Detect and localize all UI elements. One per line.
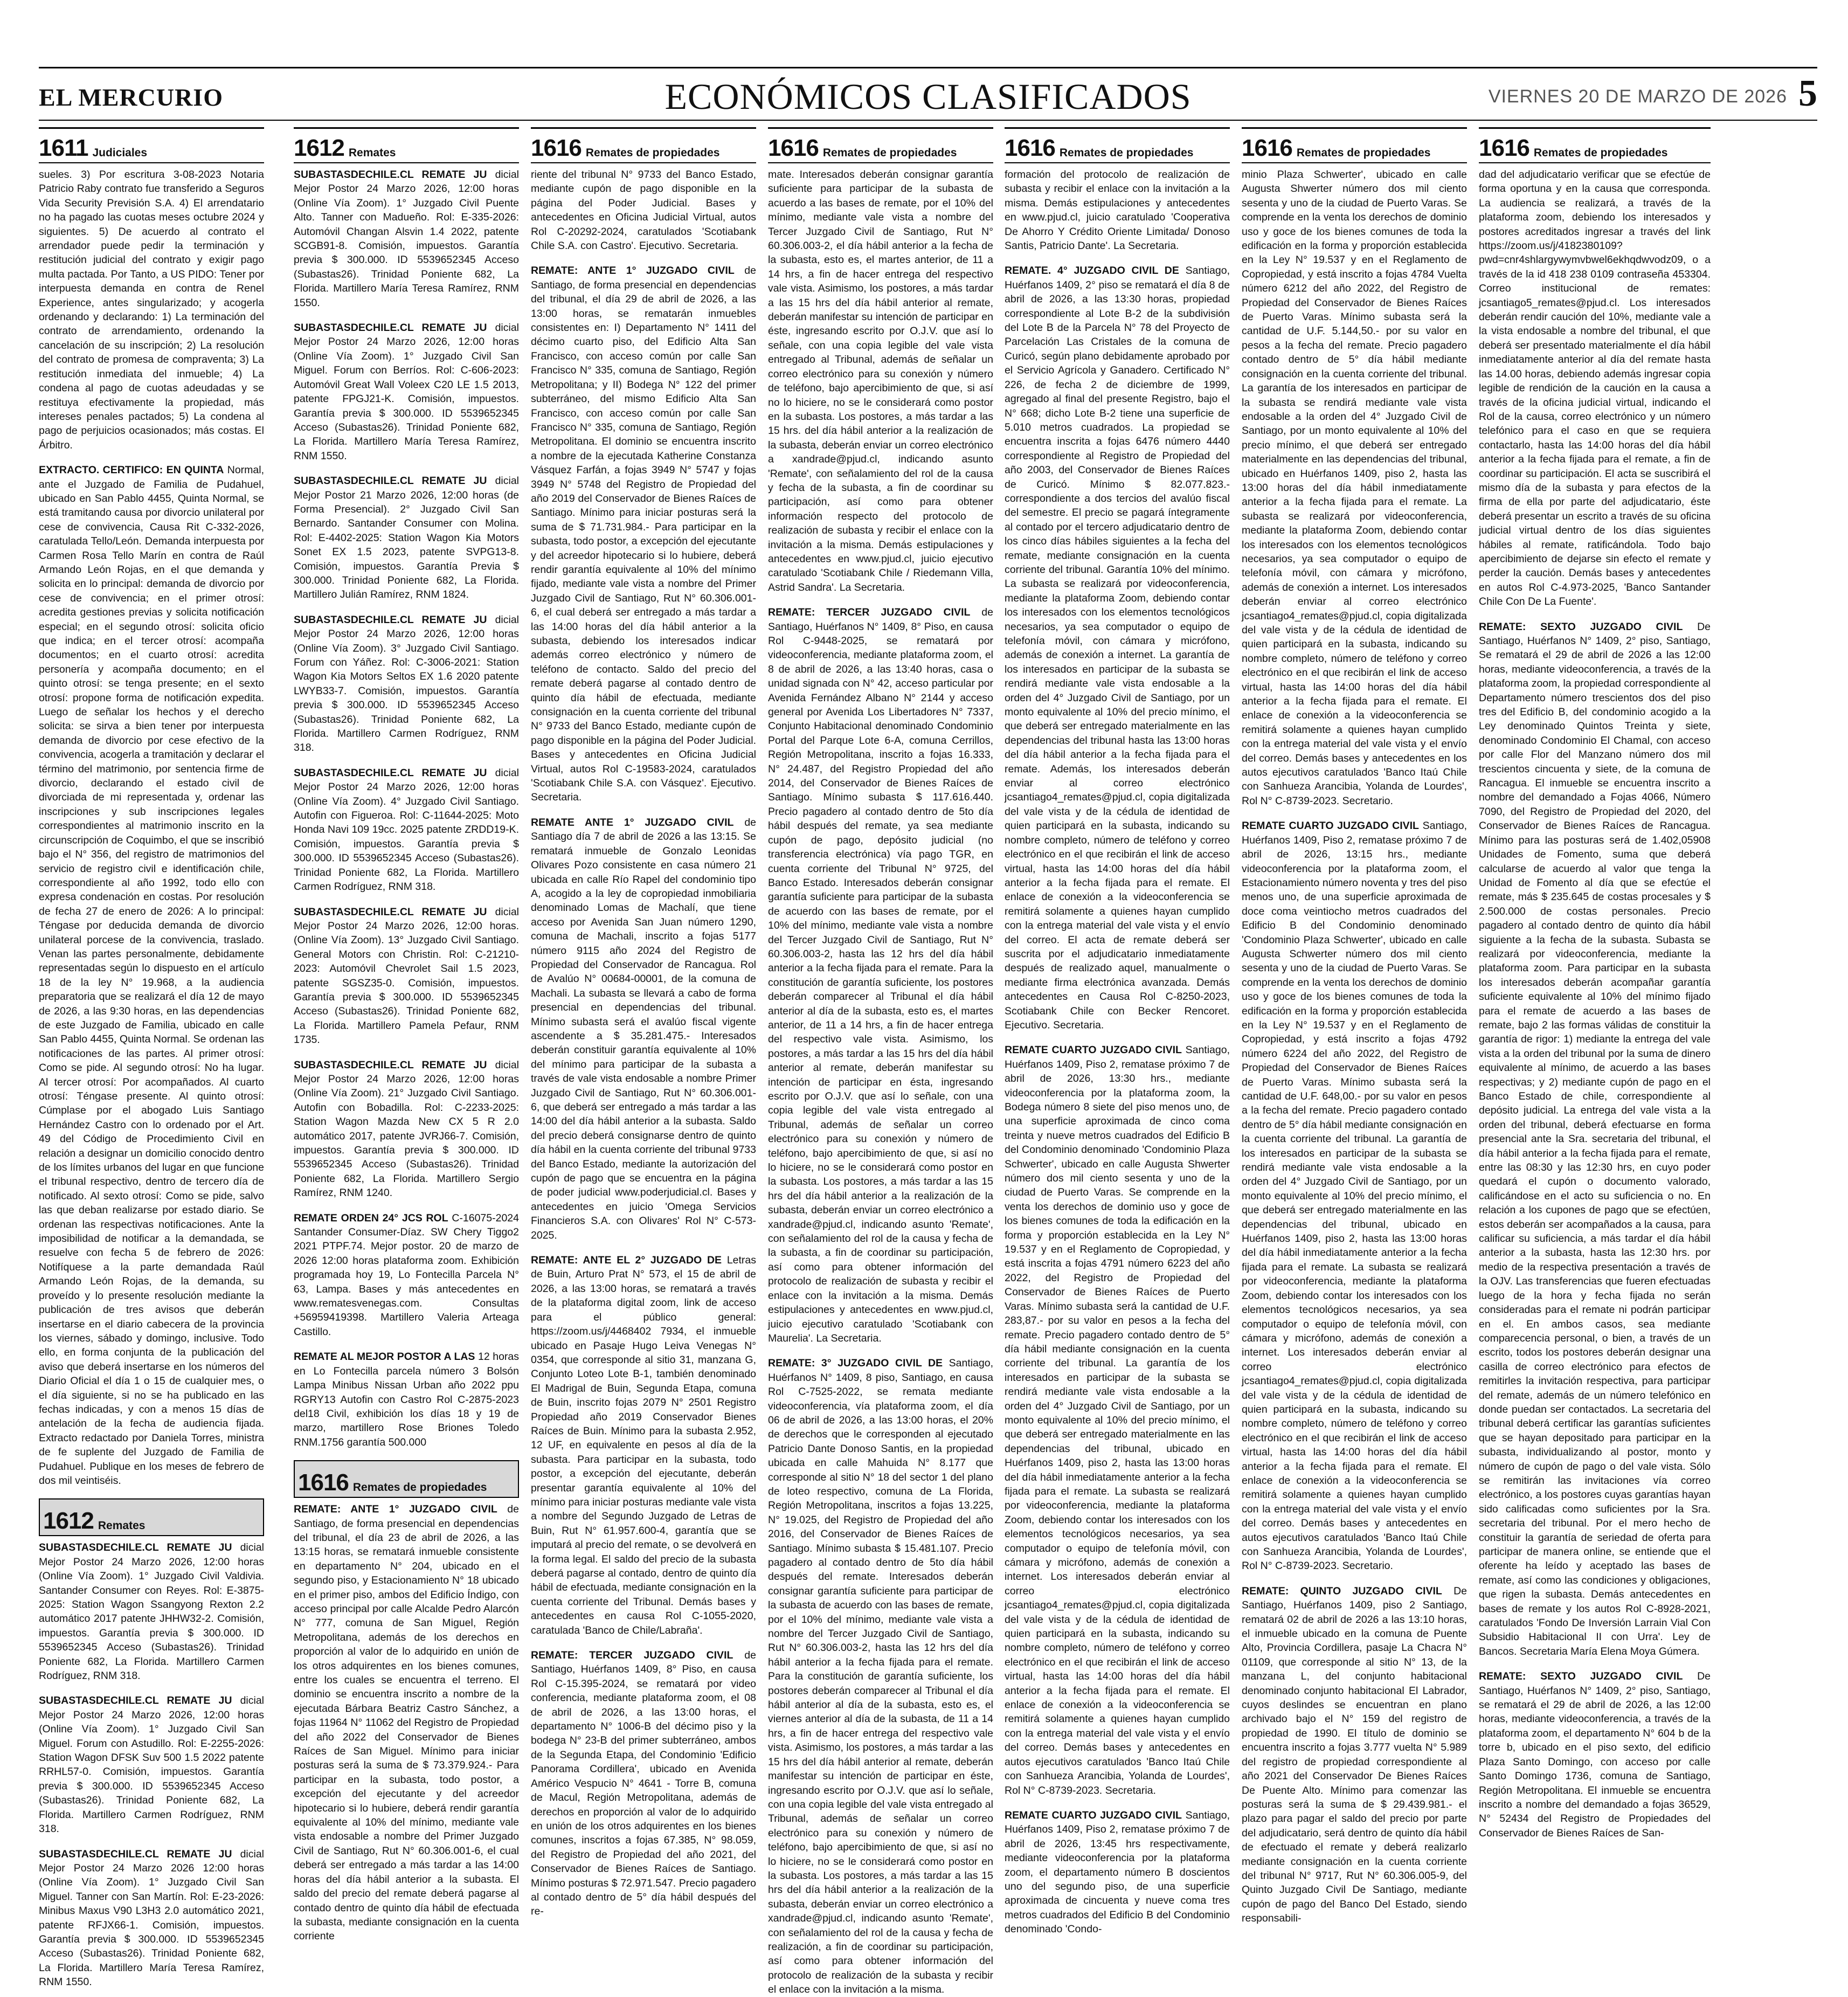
ad-body: dicial Mejor Postor 21 Marzo 2026, 12:00 horas (de Forma Presencial). 2° Juzgado Civil San Bernardo. Santander Consumer con Molina. Rol: E-4402-2025: Station Wagon Kia Motors Sonet EX 1.5 2023, patente SVPG13-8. Comisión, impuestos. Garantía Previa $ 300.000. Trinidad Poniente 682, La Florida. Martillero Julián Ramírez, RNM 1824. xyxy=(294,475,520,601)
category-title: Remates de propiedades xyxy=(585,147,720,159)
category-number: 1616 xyxy=(1479,135,1529,161)
category-title: Remates xyxy=(348,147,396,159)
category-title: Remates xyxy=(98,1519,146,1532)
ad-lead: REMATE ANTE 1° JUZGADO CIVIL xyxy=(531,816,734,828)
ad-body: dad del adjudicatario verificar que se efectúe de forma oportuna y en la causa que corresponda. La audiencia se realizará, a través de la plataforma zoom, debiendo los interesados y postores acreditados ingresar a través del link https://zoom.us/j/4182380109?pwd=cnr4shlargywymvbwel6ekhqdwvodz09, o a través de la id 418 238 0109 contraseña 453304. Correo institucional de remates: jcsantiago5_remates@pjud.cl. Los interesados deberán rendir caución del 10%, mediante vale a la vista endosable a nombre del tribunal, el que deberá ser presentado materialmente el día hábil inmediatamente anterior al día del remate hasta las 14.00 horas, debiendo además ingresar copia legible de rendición de la caución en la causa a través de la oficina judicial virtual, indicando el Rol de la causa, correo electrónico y un número telefónico para el caso en que se requiera contactarlo, hasta las 14:00 horas del día hábil anterior a la fecha fijada para el remate, a fin de coordinar su participación. El acta se suscribirá el mismo día de la subasta y para efectos de la firma de ella por parte del adjudicatario, éste deberá presentar un escrito a través de su oficina judicial virtual dentro de los días siguientes hábiles al remate, ratificándola. Todo bajo apercibimiento de dejarse sin efecto el remate y perder la caución. Demás bases y antecedentes en autos Rol C-4.973-2025, 'Banco Santander Chile Con De La Fuente'. xyxy=(1479,169,1711,608)
category-header xyxy=(1005,127,1230,163)
classified-ad xyxy=(531,816,756,1242)
ad-body: dicial Mejor Postor 24 Marzo 2026, 12:00 horas (Online Vía Zoom). 1° Juzgado Civil San Miguel. Forum con Berríos. Rol: C-606-2023: Automóvil Great Wall Voleex C20 LE 1.5 2013, patente FPGJ21-K. Comisión, impuestos. Garantía previa $ 300.000. ID 5539652345 Acceso (Subastas26). Trinidad Poniente 682, La Florida. Martillero María Teresa Ramírez, RNM 1550. xyxy=(294,322,520,462)
ad-body: dicial Mejor Postor 24 Marzo 2026, 12:00 horas (Online Vía Zoom). 4° Juzgado Civil Santiago. Autofin con Figueroa. Rol: C-11644-2025: Moto Honda Navi 109 19cc. 2025 patente ZRDD19-K. Comisión, impuestos. Garantía previa $ 300.000. ID 5539652345 Acceso (Subastas26). Trinidad Poniente 682, La Florida. Martillero Carmen Rodríguez, RNM 318. xyxy=(294,766,520,893)
section-title: ECONÓMICOS CLASIFICADOS xyxy=(665,76,1192,117)
column-5 xyxy=(1005,127,1230,1957)
classified-ad xyxy=(1005,168,1230,253)
ad-body: 12 horas en Lo Fontecilla parcela número 3 Bolsón Lampa Minibus Nissan Urban año 2022 ppu RGRY13 Autofin con Castro Rol C-2875-2023 del18 Civil, exhibición los días 18 y 19 de marzo, martillero Rose Briones Toledo RNM.1756 garantía 500.000 xyxy=(294,1351,520,1448)
ad-lead: SUBASTASDECHILE.CL REMATE JU xyxy=(39,1848,232,1860)
ad-body: sueles. 3) Por escritura 3-08-2023 Notaria Patricio Raby contrato fue transferido a Seguros Vida Security Previsión S.A. 4) El arrendatario no ha pagado las cuotas meses octubre 2024 y siguientes. 5) De acuerdo al contrato el arrendador puede pedir la terminación y restitución judicial del contrato y exigir pago multa pactada. Por Tanto, a US PIDO: Tener por interpuesta demanda en contra de Renel Experience, antes singularizado; y acogerla ordenando y declarando: 1) La terminación del contrato de arrendamiento, ordenando la cancelación de su inscripción; 2) La resolución del contrato de promesa de compraventa; 3) La restitución inmediata del inmueble; 4) La condena al pago de cuotas adeudadas y se restituya efectivamente la propiedad, más intereses penales pactados; 5) La condena al pago de perjuicios ocasionados; más costas. El Árbitro. xyxy=(39,169,264,451)
ad-body: de Santiago, de forma presencial en dependencias del tribunal, el día 23 de abril de 2026, a las 13:15 horas, se rematará inmueble consistente en departamento N° 204, ubicado en el segundo piso, y Estacionamiento N° 18 ubicado en el primer piso, ambos del Edificio Índigo, con acceso principal por calle Alcalde Pedro Alarcón N° 777, comuna de San Miguel, Región Metropolitana, además de los derechos en proporción al valor de lo adquirido en unión de los otros adquirentes en los bienes comunes, entre los cuales se encuentra el terreno. El dominio se encuentra inscrito a nombre de la ejecutada Bárbara Beatriz Castro Sánchez, a fojas 11964 N° 11062 del Registro de Propiedad del año 2022 del Conservador de Bienes Raíces de San Miguel. Mínimo para iniciar posturas será la suma de $ 73.379.924.- Para participar en la subasta, todo postor, a excepción del ejecutante y del acreedor hipotecario si lo hubiere, deberá rendir garantía equivalente al 10% del mínimo, mediante vale vista endosable a nombre del Primer Juzgado Civil de Santiago, Rut N° 60.306.001-6, el cual deberá ser entregado a más tardar a las 14:00 horas del día hábil anterior a la subasta. El saldo del precio del remate deberá pagarse al contado dentro de quinto día hábil de efectuada la subasta, mediante consignación en la cuenta corriente xyxy=(294,1503,519,1943)
classified-ad xyxy=(1242,819,1467,1573)
ad-lead: SUBASTASDECHILE.CL REMATE JU xyxy=(294,169,487,181)
classified-ad xyxy=(1242,168,1467,808)
classified-ad xyxy=(294,474,519,602)
classified-ad xyxy=(531,264,756,804)
classified-ad xyxy=(294,168,519,310)
classified-ad xyxy=(294,1211,519,1339)
classified-ad xyxy=(1479,620,1711,1659)
ad-body: C-16075-2024 Santander Consumer-Díaz. SW Chery Tiggo2 2021 PTPF.74. Mejor postor. 20 de marzo de 2026 12:00 horas plataforma zoom. Exhibición programada hoy 19, Lo Fontecilla Parcela N° 63, Lampa. Bases y más antecedentes en www.rematesvenegas.com. Consultas +56959419398. Martillero Valeria Arteaga Castillo. xyxy=(294,1212,519,1338)
classified-ad xyxy=(531,1253,756,1637)
category-number: 1616 xyxy=(298,1469,349,1496)
category-title: Remates de propiedades xyxy=(822,147,957,159)
classified-ad xyxy=(294,321,519,463)
category-title: Remates de propiedades xyxy=(352,1481,487,1494)
category-header xyxy=(531,127,756,163)
classified-ad xyxy=(39,1847,264,1989)
ad-body: dicial Mejor Postor 24 Marzo 2026, 12:00 horas (Online Vía Zoom). 21° Juzgado Civil Santiago. Autofin con Bobadilla. Rol: C-2233-2025: Station Wagon Mazda New CX 5 R 2.0 automático 2017, patente JVRJ66-7. Comisión, impuestos. Garantía previa $ 300.000. ID 5539652345 Acceso (Subastas26). Trinidad Poniente 682, La Florida. Martillero Sergio Ramírez, RNM 1240. xyxy=(294,1059,520,1199)
category-number: 1616 xyxy=(1005,135,1055,161)
ad-lead: REMATE: ANTE EL 2° JUZGADO DE xyxy=(531,1254,722,1267)
classified-ad xyxy=(1005,1808,1230,1937)
page-number: 5 xyxy=(1798,73,1817,114)
classified-ad xyxy=(531,168,756,253)
category-header xyxy=(294,1460,519,1498)
ad-body: minio Plaza Schwerter', ubicado en calle Augusta Shwerter número dos mil ciento sesenta y uno de la ciudad de Puerto Varas. Se comprende en la venta los derechos de dominio uso y goce de los bienes comunes de toda la edificación en la forma y proporción establecida en la Ley N° 19.537 y en el Reglamento de Copropiedad, y está inscrito a fojas 4784 Vuelta número 6212 del año 2022, del Registro de Propiedad del Conservador de Bienes Raíces de Puerto Varas. Mínimo subasta será la cantidad de U.F. 5.144,50.- por su valor en pesos a la fecha del remate. Precio pagadero contado dentro de 5° día hábil mediante consignación en la cuenta corriente del tribunal. La garantía de los interesados en participar de la subasta se rendirá mediante vale vista endosable a la orden del 4° Juzgado Civil de Santiago, por un monto equivalente al 10% del precio mínimo, el que deberá ser entregado materialmente en las dependencias del tribunal, ubicado en Huérfanos 1409, piso 2, hasta las 13:00 horas del día hábil inmediatamente anterior a la fecha fijada para el remate. La subasta se realizará por videoconferencia, mediante la plataforma Zoom, debiendo contar los interesados con los elementos tecnológicos necesarios, ya sea computador o equipo de telefonía móvil, con cámara y micrófono, además de conexión a internet. Los interesados deberán enviar al correo electrónico jcsantiago4_remates@pjud.cl, copia digitalizada del vale vista y de la cédula de identidad de quien participará en la subasta, indicando su nombre completo, número de teléfono y correo electrónico en el que recibirán el link de acceso virtual, hasta las 14:00 horas del día hábil anterior a la fecha fijada para el remate. El enlace de conexión a la videoconferencia se remitirá solamente a quienes hayan cumplido con la entrega material del vale vista y el envío del correo. Demás bases y antecedentes en los autos ejecutivos caratulados 'Banco Itaú Chile con Sanhueza Arancibia, Yolanda de Lourdes', Rol N° C-8739-2023. Secretario. xyxy=(1242,169,1467,807)
ad-lead: SUBASTASDECHILE.CL REMATE JU xyxy=(294,475,487,487)
top-rule xyxy=(39,67,1817,68)
category-header xyxy=(768,127,993,163)
ad-lead: SUBASTASDECHILE.CL REMATE JU xyxy=(294,1059,487,1071)
category-title: Remates de propiedades xyxy=(1296,147,1431,159)
ad-lead: REMATE: ANTE 1° JUZGADO CIVIL xyxy=(294,1503,497,1516)
classified-ad xyxy=(39,1540,264,1683)
masthead-rule xyxy=(39,120,1817,121)
classified-ad xyxy=(294,1350,519,1449)
ad-lead: SUBASTASDECHILE.CL REMATE JU xyxy=(39,1695,232,1707)
classified-ad xyxy=(768,1356,993,1996)
ad-lead: REMATE: TERCER JUZGADO CIVIL xyxy=(768,606,971,619)
ad-lead: REMATE ORDEN 24° JCS ROL xyxy=(294,1212,448,1224)
ad-lead: SUBASTASDECHILE.CL REMATE JU xyxy=(39,1542,232,1554)
classified-ad xyxy=(294,905,519,1047)
column-2 xyxy=(294,127,519,1957)
category-number: 1612 xyxy=(294,135,344,161)
newspaper-brand: EL MERCURIO xyxy=(39,84,223,111)
ad-body: Santiago, Huérfanos 1409, Piso 2, rematase próximo 7 de abril de 2026, 13:30 hrs., mediante videoconferencia por la plataforma zoom, la Bodega número 8 siete del piso menos uno, de una superficie aproximada de cinco coma treinta y nueve metros cuadrados del Edificio B del Condominio denominado 'Condominio Plaza Schwerter', ubicado en calle Augusta Shwerter número dos mil ciento sesenta y uno de la ciudad de Puerto Varas. Se comprende en la venta los derechos de dominio uso y goce de los bienes comunes de toda la edificación en la forma y proporción establecida en la Ley N° 19.537 y en el Reglamento de Copropiedad, y está inscrita a fojas 4791 número 6223 del año 2022, del Registro de Propiedad del Conservador de Bienes Raíces de Puerto Varas. Mínimo subasta será la cantidad de U.F. 283,87.- por su valor en pesos a la fecha del remate. Precio pagadero contado dentro de 5° día hábil mediante consignación en la cuenta corriente del tribunal. La garantía de los interesados en participar de la subasta se rendirá mediante vale vista endosable a la orden del 4° Juzgado Civil de Santiago, por un monto equivalente al 10% del precio mínimo, el que deberá ser entregado materialmente en las dependencias del tribunal, ubicado en Huérfanos 1409, piso 2, hasta las 13:00 horas del día hábil inmediatamente anterior a la fecha fijada para el remate. La subasta se realizará por videoconferencia, mediante la plataforma Zoom, debiendo contar los interesados con los elementos tecnológicos necesarios, ya sea computador o equipo de telefonía móvil, con cámara y micrófono, además de conexión a internet. Los interesados deberán enviar al correo electrónico jcsantiago4_remates@pjud.cl, copia digitalizada del vale vista y de la cédula de identidad de quien participará en la subasta, indicando su nombre completo, número de teléfono y correo electrónico en el que recibirán el link de acceso virtual, hasta las 14:00 horas del día hábil anterior a la fecha fijada para el remate. El enlace de conexión a la videoconferencia se remitirá solamente a quienes hayan cumplido con la entrega material del vale vista y el envío del correo. Demás bases y antecedentes en autos ejecutivos caratulados 'Banco Itaú Chile con Sanhueza Arancibia, Yolanda de Lourdes', Rol N° C-8739-2023. Secretaria. xyxy=(1005,1044,1230,1796)
classified-ad xyxy=(294,613,519,755)
ad-body: de Santiago, Huérfanos N° 1409, 8° Piso, en causa Rol C-9448-2025, se rematará por videoconferencia, mediante plataforma zoom, el 8 de abril de 2026, a las 13:40 horas, casa o unidad signada con N° 42, acceso particular por Avenida Fernández Albano N° 2144 y acceso general por Avenida Los Libertadores N° 7337, Conjunto Habitacional denominado Condominio Portal del Parque Lote 6-A, comuna Cerrillos, Región Metropolitana, inscrito a fojas 16.333, N° 24.487, del Registro Propiedad del año 2014, del Conservador de Bienes Raíces de Santiago. Mínimo subasta $ 117.616.440. Precio pagadero al contado dentro de 5to día hábil después del remate, ya sea mediante cupón de pago, depósito judicial (no transferencia electrónica) vía pago TGR, en cuenta corriente del Tribunal N° 9725, del Banco Estado. Interesados deberán consignar garantía suficiente para participar de la subasta de acuerdo con las bases de remate, por el 10% del mínimo, mediante vale vista a nombre del Tercer Juzgado Civil de Santiago, Rut N° 60.306.003-2, hasta las 12 hrs del día hábil anterior a la fecha fijada para el remate. Para la constitución de garantía suficiente, los postores deberán comparecer al Tribunal el día hábil anterior al día de la subasta, esto es, el martes anterior, de 11 a 14 hrs, a fin de hacer entrega del respectivo vale vista. Asimismo, los postores, a más tardar a las 15 hrs del día hábil anterior al remate, deberán manifestar su intención de participar en ésta, ingresando escrito por O.J.V. que así lo señale, con una copia legible del vale vista entregado al Tribunal, además de señalar un correo electrónico para su conexión y número de teléfono, bajo apercibimiento de que, si así no lo hiciere, no se le considerará como postor en la subasta. Los postores, a más tardar a las 15 hrs del día hábil anterior a la realización de la subasta, deberán enviar un correo electrónico a xandrade@pjud.cl, indicando asunto 'Remate', con señalamiento del rol de la causa y fecha de la subasta, a fin de coordinar su participación, así como para obtener información del protocolo de realización de subasta y recibir el enlace con la invitación a la misma. Demás estipulaciones y antecedentes en www.pjud.cl, juicio ejecutivo caratulado 'Scotiabank con Maurelia'. La Secretaria. xyxy=(768,606,993,1344)
category-title: Judiciales xyxy=(92,147,148,159)
ad-body: De Santiago, Huérfanos N° 1409, 2° piso, Santiago, se rematará el 29 de abril de 2026, a las 12:00 horas, mediante videoconferencia, a través de la plataforma zoom, el departamento N° 604 b de la torre b, ubicado en el piso sexto, del edificio Plaza Santo Domingo, con acceso por calle Santo Domingo 1736, comuna de Santiago, Región Metropolitana. El inmueble se encuentra inscrito a nombre del demandado a fojas 36529, N° 52434 del Registro de Propiedades del Conservador de Bienes Raíces de San- xyxy=(1479,1670,1711,1839)
ad-body: Santiago, Huérfanos N° 1409, 8 piso, Santiago, en causa Rol C-7525-2022, se remata mediante videoconferencia, vía plataforma zoom, el día 06 de abril de 2026, a las 13:00 horas, el 20% de derechos que le corresponden al ejecutado Patricio Dante Donoso Santis, en la propiedad ubicada en calle Mahuida N° 8.177 que corresponde al sitio N° 18 del sector 1 del plano de loteo respectivo, comuna de La Florida, Región Metropolitana, inscritos a fojas 13.225, N° 19.025, del Registro de Propiedad del año 2016, del Conservador de Bienes Raíces de Santiago. Mínimo subasta $ 15.481.107. Precio pagadero al contado dentro de 5to día hábil después del remate. Interesados deberán consignar garantía suficiente para participar de la subasta de acuerdo con las bases de remate, por el 10% del mínimo, mediante vale vista a nombre del Tercer Juzgado Civil de Santiago, Rut N° 60.306.003-2, hasta las 12 hrs del día hábil anterior a la fecha fijada para el remate. Para la constitución de garantía suficiente, los postores deberán comparecer al Tribunal el día hábil anterior al día de la subasta, esto es, el viernes anterior al día de la subasta, de 11 a 14 hrs, a fin de hacer entrega del respectivo vale vista. Asimismo, los postores, a más tardar a las 15 hrs del día hábil anterior al remate, deberán manifestar su intención de participar en éste, ingresando escrito por O.J.V. que así lo señale, con una copia legible del vale vista entregado al Tribunal, además de señalar un correo electrónico para su conexión y número de teléfono, bajo apercibimiento de que, si así no lo hiciere, no se le considerará como postor en la subasta. Los postores, a más tardar a las 15 hrs del día hábil anterior a la realización de la subasta, deberán enviar un correo electrónico a xandrade@pjud.cl, indicando asunto 'Remate', con señalamiento del rol de la causa y fecha de realización, a fin de coordinar su participación, así como para obtener información del protocolo de realización de la subasta y recibir el enlace con la invitación a la misma. xyxy=(768,1357,993,1996)
ad-body: De Santiago, Huérfanos 1409, piso 2 Santiago, rematará 02 de abril de 2026 a las 13:10 horas, el inmueble ubicado en la comuna de Puente Alto, Provincia Cordillera, pasaje La Chacra N° 01109, que corresponde al sitio N° 13, de la manzana L, del conjunto habitacional denominado conjunto habitacional El Labrador, cuyos deslindes se encuentran en plano archivado bajo el N° 159 del registro de propiedad de 1990. El título de dominio se encuentra inscrito a fojas 3.777 vuelta N° 5.989 del registro de propiedad correspondiente al año 2021 del Conservador De Bienes Raíces De Puente Alto. Mínimo para comenzar las posturas será la suma de $ 29.439.981.- el plazo para pagar el saldo del precio por parte del adjudicatario, será dentro de quinto día hábil de efectuado el remate y deberá realizarlo mediante consignación en la cuenta corriente del tribunal N° 9717, Rut N° 60.306.005-9, del Quinto Juzgado Civil De Santiago, mediante cupón de pago del Banco Del Estado, siendo responsabili- xyxy=(1242,1585,1467,1925)
ad-lead: EXTRACTO. CERTIFICO: EN QUINTA xyxy=(39,464,224,476)
category-number: 1611 xyxy=(39,135,88,161)
ad-body: mate. Interesados deberán consignar garantía suficiente para participar de la subasta de acuerdo a las bases de remate, por el 10% del mínimo, mediante vale vista a nombre del Tercer Juzgado Civil de Santiago, Rut N° 60.306.003-2, el día hábil anterior a la fecha de la subasta, esto es, el martes anterior, de 11 a 14 hrs, a fin de hacer entrega del respectivo vale vista. Asimismo, los postores, a más tardar a las 15 hrs del día hábil anterior al remate, deberán manifestar su intención de participar en éste, ingresando escrito por O.J.V. que así lo señale, con una copia legible del vale vista entregado al Tribunal, además de señalar un correo electrónico para su conexión y número de teléfono, bajo apercibimiento de que, si así no lo hiciere, no se le considerará como postor en la subasta. Los postores, a más tardar a las 15 hrs. del día hábil anterior a la realización de la subasta, deberán enviar un correo electrónico a xandrade@pjud.cl, indicando asunto 'Remate', con señalamiento del rol de la causa y fecha de la subasta, a fin de coordinar su participación, así como para obtener información respecto del protocolo de realización de subasta y recibir el enlace con la invitación a la misma. Demás estipulaciones y antecedentes en www.pjud.cl, juicio ejecutivo caratulado 'Scotiabank Chile / Riedemann Villa, Astrid Sandra'. La Secretaria. xyxy=(768,169,993,593)
classified-ad xyxy=(39,463,264,1488)
classified-ad xyxy=(294,766,519,894)
ad-lead: REMATE: QUINTO JUZGADO CIVIL xyxy=(1242,1585,1442,1597)
ad-body: Santiago, Huérfanos 1409, Piso 2, rematase próximo 7 de abril de 2026, 13:45 hrs respectivamente, mediante videoconferencia por la plataforma zoom, el departamento número B doscientos uno del segundo piso, de una superficie aproximada de cincuenta y nueve coma tres metros cuadrados del Edificio B del Condominio denominado 'Condo- xyxy=(1005,1809,1230,1936)
column-1 xyxy=(39,127,265,1988)
ad-lead: REMATE: 3° JUZGADO CIVIL DE xyxy=(768,1357,943,1370)
ad-body: Normal, ante el Juzgado de Familia de Pudahuel, ubicado en San Pablo 4455, Quinta Normal, se está tramitando causa por divorcio unilateral por cese de convivencia, Causa Rit C-332-2026, caratulada Tello/León. Demanda interpuesta por Carmen Rosa Tello Marín en contra de Raúl Armando León Rojas, en el que demanda y solicita en lo principal: demanda de divorcio por cese de convivencia; en el primer otrosí: acredita gestiones previas y solicita notificación especial; en el segundo otrosí: solicita oficio que indica; en el tercer otrosí: acompaña documentos; en el cuarto otrosí: acredita personería y acompaña documento; en el quinto otrosí: se tenga presente; en el sexto otrosí: propone forma de notificación expedita. Luego de señalar los hechos y el derecho solicita: se sirva a bien tener por interpuesta demanda de divorcio por cese efectivo de la convivencia, acogerla a tramitación y declarar el término del matrimonio, por sentencia firme de divorcio, declarando el estado civil de divorciada de mi representada y, ordenar las inscripciones y sub inscripciones legales correspondientes al matrimonio inscrito en la circunscripción de Coquimbo, el que se inscribió bajo el N° 356, del registro de matrimonios del servicio de registro civil e identificación chile, correspondiente al año 1992, todo ello con expresa condenación en costas. Por resolución de fecha 27 de enero de 2026: A lo principal: Téngase por deducida demanda de divorcio unilateral porcese de la convivencia, traslado. Venan las partes personalmente, debidamente representadas según lo dispuesto en el artículo 18 de la ley N° 19.968, a la audiencia preparatoria que se realizará el día 12 de mayo de 2026, a las 9:30 horas, en las dependencias de este Juzgado de Familia, ubicado en calle San Pablo 4455, Quinta Normal. Se ordenan las notificaciones de las partes. Al primer otrosí: Como se pide. Al segundo otrosí: No ha lugar. Al tercer otrosí: Por acompañados. Al cuarto otrosí: Téngase presente. Al quinto otrosí: Cúmplase por el abogado Luis Santiago Hernández Castro con lo ordenado por el Art. 49 del Código de Procedimiento Civil en relación a designar un domicilio conocido dentro de los límites urbanos del lugar en que funcione el tribunal respectivo, dentro de tercero día de notificado. Al sexto otrosí: Como se pide, salvo las que deban realizarse por estado diario. Se ordenan las respectivas notificaciones. Ante la imposibilidad de notificar a la demandada, se resuelve con fecha 5 de febrero de 2026: Notifíquese a la parte demandada Raúl Armando León Rojas, de la demanda, su proveído y lo presente resolución mediante la publicación de tres avisos que deberán insertarse en el diario cabecera de la provincia los viernes, sábado y domingo, inclusive. Todo ello, en forma conjunta de la publicación del aviso que deberá insertarse en los números del Diario Oficial el día 1 o 15 de cualquier mes, o el día siguiente, si no se ha publicado en las fechas indicadas, y con a menos 15 días de antelación de la fecha de audiencia fijada. Extracto redactado por Daniela Torres, ministra de fe suplente del Juzgado de Familia de Pudahuel. Publique en los meses de febrero de dos mil veintiséis. xyxy=(39,464,265,1487)
ad-body: de Santiago, de forma presencial en dependencias del tribunal, el día 29 de abril de 2026, a las 13:00 horas, se rematarán inmuebles consistentes en: I) Departamento N° 1411 del décimo cuarto piso, del Edificio Alta San Francisco, con acceso común por calle San Francisco N° 335, comuna de Santiago, Región Metropolitana; y II) Bodega N° 122 del primer subterráneo, del mismo Edificio Alta San Francisco, con acceso común por calle San Francisco N° 335, comuna de Santiago, Región Metropolitana. El dominio se encuentra inscrito a nombre de la ejecutada Katherine Constanza Vásquez Farfán, a fojas 3949 N° 5747 y fojas 3949 N° 5748 del Registro de Propiedad del año 2019 del Conservador de Bienes Raíces de Santiago. Mínimo para iniciar posturas será la suma de $ 71.731.984.- Para participar en la subasta, todo postor, a excepción del ejecutante y del acreedor hipotecario si lo hubiere, deberá rendir garantía equivalente al 10% del mínimo fijado, mediante vale vista a nombre del Primer Juzgado Civil de Santiago, Rut N° 60.306.001-6, el cual deberá ser entregado a más tardar a las 14:00 horas del día hábil anterior a la subasta, debiendo los interesados indicar además correo electrónico y número de teléfono de contacto. Saldo del precio del remate deberá pagarse al contado dentro de quinto día hábil de efectuada, mediante consignación en la cuenta corriente del tribunal N° 9733 del Banco Estado, mediante cupón de pago disponible en la página del Poder Judicial. Bases y antecedentes en Oficina Judicial Virtual, autos Rol C-19583-2024, caratulados 'Scotiabank Chile S.A. con Vásquez'. Ejecutivo. Secretaria. xyxy=(531,265,756,804)
category-header xyxy=(39,1498,264,1536)
category-number: 1616 xyxy=(531,135,582,161)
ad-body: riente del tribunal N° 9733 del Banco Estado, mediante cupón de pago disponible en la página del Poder Judicial. Bases y antecedentes en Oficina Judicial Virtual, autos Rol C-20292-2024, caratulados 'Scotiabank Chile S.A. con Castro'. Ejecutivo. Secretaria. xyxy=(531,169,756,252)
classified-ad xyxy=(768,168,993,595)
classified-ad xyxy=(1242,1584,1467,1926)
column-6 xyxy=(1242,127,1467,1957)
classified-ad xyxy=(1479,1669,1711,1840)
column-4 xyxy=(768,127,993,1996)
ad-body: dicial Mejor Postor 24 Marzo 2026, 12:00 horas (Online Vía Zoom). 3° Juzgado Civil Santiago. Forum con Yáñez. Rol: C-3006-2021: Station Wagon Kia Motors Seltos EX 1.6 2020 patente LWYB33-7. Comisión, impuestos. Garantía previa $ 300.000. ID 5539652345 Acceso (Subastas26). Trinidad Poniente 682, La Florida. Martillero Carmen Rodríguez, RNM 318. xyxy=(294,613,520,754)
classified-ad xyxy=(768,605,993,1345)
ad-lead: REMATE. 4° JUZGADO CIVIL DE xyxy=(1005,265,1179,277)
ad-body: dicial Mejor Postor 24 Marzo 2026, 12:00 horas (Online Vía Zoom). 1° Juzgado Civil Puente Alto. Tanner con Madueño. Rol: E-335-2026: Automóvil Changan Alsvin 1.4 2022, patente SCGB91-8. Comisión, impuestos. Garantía previa $ 300.000. ID 5539652345 Acceso (Subastas26). Trinidad Poniente 682, La Florida. Martillero María Teresa Ramírez, RNM 1550. xyxy=(294,169,520,309)
ad-lead: REMATE CUARTO JUZGADO CIVIL xyxy=(1005,1044,1182,1056)
column-3 xyxy=(531,127,756,1957)
classified-ad xyxy=(294,1058,519,1200)
ad-body: dicial Mejor Postor 24 Marzo 2026, 12:00 horas (Online Vía Zoom). 1° Juzgado Civil San Miguel. Forum con Astudillo. Rol: E-2255-2026: Station Wagon DFSK Suv 500 1.5 2022 patente RRHL57-0. Comisión, impuestos. Garantía previa $ 300.000. ID 5539652345 Acceso (Subastas26). Trinidad Poniente 682, La Florida. Martillero Carmen Rodríguez, RNM 318. xyxy=(39,1695,265,1835)
classified-ad xyxy=(39,1694,264,1836)
ad-body: Letras de Buin, Arturo Prat N° 573, el 15 de abril de 2026, a las 13:00 horas, se rematará a través de la plataforma digital zoom, link de acceso para el público general: https://zoom.us/j/4468402 7934, el inmueble ubicado en Pasaje Hugo Leiva Venegas N° 0354, que corresponde al sitio 31, manzana G, Conjunto Loteo Lote B-1, también denominado El Madrigal de Buin, Segunda Etapa, comuna de Buin, inscrito fojas 2079 N° 2501 Registro Propiedad año 2019 Conservador Bienes Raíces de Buin. Mínimo para la subasta 2.952, 12 UF, en equivalente en pesos al día de la subasta. Para participar en la subasta, todo postor, a excepción del ejecutante, deberán presentar garantía equivalente al 10% del mínimo para iniciar posturas mediante vale vista a nombre del Segundo Juzgado de Letras de Buin, Rut N° 61.957.600-4, garantía que se imputará al precio del remate, o se devolverá en la forma legal. El saldo del precio de la subasta deberá pagarse al contado, dentro de quinto día hábil de efectuada, mediante consignación en la cuenta corriente del Tribunal. Demás bases y antecedentes en causa Rol C-1055-2020, caratulada 'Banco de Chile/Labraña'. xyxy=(531,1254,757,1636)
classified-ad xyxy=(39,168,264,452)
ad-lead: SUBASTASDECHILE.CL REMATE JU xyxy=(294,613,487,626)
issue-date: VIERNES 20 DE MARZO DE 2026 xyxy=(1488,86,1787,107)
ad-lead: SUBASTASDECHILE.CL REMATE JU xyxy=(294,906,487,918)
ad-body: dicial Mejor Postor 24 Marzo 2026, 12:00 horas. (Online Vía Zoom). 13° Juzgado Civil Santiago. General Motors con Christin. Rol: C-21210-2023: Automóvil Chevrolet Sail 1.5 2023, patente SGSZ35-0. Comisión, impuestos. Garantía previa $ 300.000. ID 5539652345 Acceso (Subastas26). Trinidad Poniente 682, La Florida. Martillero Pamela Pefaur, RNM 1735. xyxy=(294,906,520,1046)
ad-body: de Santiago día 7 de abril de 2026 a las 13:15. Se rematará inmueble de Gonzalo Leonidas Olivares Pozo consistente en casa número 21 ubicada en calle Río Rapel del condominio tipo A, acogido a la ley de copropiedad inmobiliaria denominado Lomas de Machalí, que tiene acceso por Avenida San Juan número 1290, comuna de Machali, inscrito a fojas 5177 número 9115 año 2024 del Registro de Propiedad del Conservador de Rancagua. Rol de Avalúo N° 00684-00001, de la comuna de Machali. La subasta se llevará a cabo de forma presencial en dependencias del tribunal. Mínimo subasta será el avalúo fiscal vigente ascendente a $ 35.281.475.- Interesados deberán constituir garantía equivalente al 10% del mínimo para participar de la subasta a través de vale vista endosable a nombre Primer Juzgado Civil de Santiago, Rut N° 60.306.001-6, que deberá ser entregado a más tardar a las 14:00 del día hábil anterior a la subasta. Saldo del precio deberá consignarse dentro de quinto día hábil en la cuenta corriente del tribunal 9733 del Banco Estado, mediante la autorización del cupón de pago que se encuentra en la página de poder judicial www.poderjudicial.cl. Bases y antecedentes en juicio 'Omega Servicios Financieros S.A. con Olivares' Rol N° C-573-2025. xyxy=(531,816,757,1241)
classified-ad xyxy=(294,1502,519,1944)
ad-lead: REMATE CUARTO JUZGADO CIVIL xyxy=(1242,820,1419,832)
ad-body: De Santiago, Huérfanos N° 1409, 2° piso, Santiago, Se rematará el 29 de abril de 2026 a las 12:00 horas, mediante videoconferencia, a través de la plataforma zoom, la propiedad correspondiente al Departamento número trescientos dos del piso tres del Edificio B, del condominio acogido a la Ley denominado Quintos Treinta y siete, denominado Condominio El Chamal, con acceso por calle Flor del Manzano número dos mil trescientos cincuenta y siete, de la comuna de Rancagua. El inmueble se encuentra inscrito a nombre del demandado a Fojas 4066, Número 7090, del Registro de Propiedad del 2020, del Conservador de Bienes Raíces de Rancagua. Mínimo para las posturas será de 1.402,05908 Unidades de Fomento, suma que deberá calcularse de acuerdo al valor que tenga la Unidad de Fomento al día que se efectúe el remate, más $ 235.645 de costas procesales y $ 2.500.000 de costas personales. Precio pagadero al contado dentro de quinto día hábil siguiente a la fecha de la subasta. Subasta se realizará por videoconferencia, mediante la plataforma zoom. Para participar en la subasta los interesados deberán acompañar garantía suficiente equivalente al 10% del mínimo fijado para el remate de acuerdo a las bases de remate, bajo 2 las formas válidas de constituir la garantía de rigor: 1) mediante la entrega del vale vista a la orden del tribunal por la suma de dinero equivalente al mínimo, de acuerdo a las bases respectivas; y 2) mediante cupón de pago en el Banco Estado de chile, correspondiente al depósito judicial. La entrega del vale vista a la orden del tribunal, deberá efectuarse en forma presencial ante la Sra. secretaria del tribunal, el día hábil anterior a la fecha fijada para el remate, entre las 08:30 y las 12:30 hrs, en cuyo poder quedará el cupón o documento valorado, calificándose en el acto su suficiencia o no. En relación a los cupones de pago que se efectúen, estos deberán ser acompañados a la causa, para calificar su suficiencia, a más tardar el día hábil anterior a la subasta, hasta las 12:30 hrs. por medio de la respectiva presentación a través de la OJV. Las transferencias que fueren efectuadas luego de la hora y fecha fijada no serán consideradas para el remate ni podrán participar en el. En ambos casos, sea mediante comparecencia personal, o bien, a través de un escrito, todos los postores deberán designar una casilla de correo electrónico para efectos de remitirles la invitación respectiva, para participar del remate, además de un número telefónico en donde puedan ser contactados. La secretaria del tribunal deberá certificar las garantías suficientes que se hayan depositado para participar en la subasta, individualizando al postor, monto y número de cupón de pago o del vale vista. Sólo se remitirán las invitaciones vía correo electrónico, a los postores cuyas garantías hayan sido calificadas como suficientes por la Sra. secretaria del tribunal. Por el mero hecho de constituir la garantía de seriedad de oferta para participar de manera online, se entiende que el oferente ha leído y aceptado las bases de remate, así como las condiciones y obligaciones, que rigen la subasta. Demás antecedentes en bases de remate y los autos Rol C-8928-2021, caratulados 'Fondo De Inversión Larrain Vial Con Subsidio Habitacional II con Urra'. Ley de Bancos. Secretaria María Elena Moya Gúmera. xyxy=(1479,620,1711,1657)
category-header xyxy=(294,127,519,163)
category-header xyxy=(39,127,264,163)
ad-body: formación del protocolo de realización de subasta y recibir el enlace con la invitación a la misma. Demás estipulaciones y antecedentes en www.pjud.cl, juicio caratulado 'Cooperativa De Ahorro Y Crédito Oriente Limitada/ Donoso Santis, Patricio Dante'. La Secretaria. xyxy=(1005,169,1230,252)
ad-lead: SUBASTASDECHILE.CL REMATE JU xyxy=(294,322,487,334)
ad-body: Santiago, Huérfanos 1409, Piso 2, rematase próximo 7 de abril de 2026, 13:15 hrs., mediante videoconferencia por la plataforma zoom, el Estacionamiento número noventa y tres del piso menos uno, de una superficie aproximada de doce coma veintiocho metros cuadrados del Edificio B del Condominio denominado 'Condominio Plaza Schwerter', ubicado en calle Augusta Schwerter número dos mil ciento sesenta y uno de la ciudad de Puerto Varas. Se comprende en la venta los derechos de dominio uso y goce de los bienes comunes de toda la edificación en la forma y proporción establecida en la Ley N° 19.537 y en el Reglamento de Copropiedad, y está inscrito a fojas 4792 número 6224 del año 2022, del Registro de Propiedad del Conservador de Bienes Raíces de Puerto Varas. Mínimo subasta será la cantidad de U.F. 648,00.- por su valor en pesos a la fecha del remate. Precio pagadero contado dentro de 5° día hábil mediante consignación en la cuenta corriente del tribunal. La garantía de los interesados en participar de la subasta se rendirá mediante vale vista endosable a la orden del 4° Juzgado Civil de Santiago, por un monto equivalente al 10% del precio mínimo, el que deberá ser entregado materialmente en las dependencias del tribunal, ubicado en Huérfanos 1409, piso 2, hasta las 13:00 horas del día hábil inmediatamente anterior a la fecha fijada para el remate. La subasta se realizará por videoconferencia, mediante la plataforma Zoom, debiendo contar los interesados con los elementos tecnológicos necesarios, ya sea computador o equipo de telefonía móvil, con cámara y micrófono, además de conexión a internet. Los interesados deberán enviar al correo electrónico jcsantiago4_remates@pjud.cl, copia digitalizada del vale vista y de la cédula de identidad de quien participará en la subasta, indicando su nombre completo, número de teléfono y correo electrónico en el que recibirán el link de acceso virtual, hasta las 14:00 horas del día hábil anterior a la fecha fijada para el remate. El enlace de conexión a la videoconferencia se remitirá solamente a quienes hayan cumplido con la entrega material del vale vista y el envío del correo. Demás bases y antecedentes en autos ejecutivos caratulados 'Banco Itaú Chile con Sanhueza Arancibia, Yolanda de Lourdes', Rol N° C-8739-2023. Secretario. xyxy=(1242,820,1467,1572)
ad-body: dicial Mejor Postor 24 Marzo 2026 12:00 horas (Online Vía Zoom). 1° Juzgado Civil San Miguel. Tanner con San Martín. Rol: E-23-2026: Minibus Maxus V90 L3H3 2.0 automático 2021, patente RFJX66-1. Comisión, impuestos. Garantía previa $ 300.000. ID 5539652345 Acceso (Subastas26). Trinidad Poniente 682, La Florida. Martillero María Teresa Ramírez, RNM 1550. xyxy=(39,1848,265,1988)
ad-body: de Santiago, Huérfanos 1409, 8° Piso, en causa Rol C-15.395-2024, se rematará por video conferencia, mediante plataforma zoom, el 08 de abril de 2026, a las 13:00 horas, el departamento N° 1006-B del décimo piso y la bodega N° 23-B del primer subterráneo, ambos de la Segunda Etapa, del Condominio 'Edificio Panorama Cordillera', ubicado en Avenida Américo Vespucio N° 4641 - Torre B, comuna de Macul, Región Metropolitana, además de derechos en proporción al valor de lo adquirido en unión de los otros adquirentes en los bienes comunes, inscritos a fojas 67.385, N° 98.059, del Registro de Propiedad del año 2021, del Conservador de Bienes Raíces de Santiago. Mínimo posturas $ 72.971.547. Precio pagadero al contado dentro de 5° día hábil después del re- xyxy=(531,1649,756,1918)
ad-lead: REMATE: ANTE 1° JUZGADO CIVIL xyxy=(531,265,735,277)
classified-ad xyxy=(531,1648,756,1919)
category-number: 1616 xyxy=(1242,135,1292,161)
classified-ad xyxy=(1005,264,1230,1032)
category-header xyxy=(1479,127,1711,163)
masthead xyxy=(39,73,1817,117)
column-7 xyxy=(1479,127,1711,1957)
classified-ad xyxy=(1479,168,1711,609)
classified-ad xyxy=(1005,1043,1230,1798)
ad-body: dicial Mejor Postor 24 Marzo 2026, 12:00 horas (Online Vía Zoom). 1° Juzgado Civil Valdivia. Santander Consumer con Reyes. Rol: E-3875-2025: Station Wagon Ssangyong Rexton 2.2 automático 2017 patente JHHW32-2. Comisión, impuestos. Garantía previa $ 300.000. ID 5539652345 Acceso (Subastas26). Trinidad Poniente 682, La Florida. Martillero Carmen Rodríguez, RNM 318. xyxy=(39,1542,265,1682)
category-number: 1616 xyxy=(768,135,819,161)
ad-lead: SUBASTASDECHILE.CL REMATE JU xyxy=(294,766,487,779)
ad-lead: REMATE: SEXTO JUZGADO CIVIL xyxy=(1479,1670,1683,1683)
category-title: Remates de propiedades xyxy=(1059,147,1194,159)
ad-lead: REMATE: SEXTO JUZGADO CIVIL xyxy=(1479,620,1683,633)
category-header xyxy=(1242,127,1467,163)
ad-body: Santiago, Huérfanos 1409, 2° piso se rematará el día 8 de abril de 2026, a las 13:30 horas, propiedad correspondiente al Lote B-2 de la subdivisión del Lote B de la Parcela N° 78 del Proyecto de Parcelación Las Cristales de la comuna de Curicó, según plano debidamente aprobado por el Servicio Agrícola y Ganadero. Certificado N° 226, de fecha 2 de diciembre de 1999, agregado al final del presente Registro, bajo el N° 668; dicho Lote B-2 tiene una superficie de 5.010 metros cuadrados. La propiedad se encuentra inscrita a fojas 6476 número 4440 correspondiente al Registro de Propiedad del año 2003, del Conservador de Bienes Raíces de Curicó. Mínimo $ 82.077.823.- correspondiente a dos tercios del avalúo fiscal del semestre. El precio se pagará íntegramente al contado por el tercero adjudicatario dentro de los cinco días hábiles siguientes a la fecha del remate, mediante consignación en la cuenta corriente del tribunal. Garantía 10% del mínimo. La subasta se realizará por videoconferencia, mediante la plataforma Zoom, debiendo contar los interesados con los elementos tecnológicos necesarios, ya sea computador o equipo de telefonía móvil, con cámara y micrófono, además de conexión a internet. La garantía de los interesados en participar de la subasta se rendirá mediante vale vista endosable a la orden del 4° Juzgado Civil de Santiago, por un monto equivalente al 10% del precio mínimo, el que deberá ser entregado materialmente en las dependencias del tribunal hasta las 13:00 horas del día hábil anterior a la fecha fijada para el remate. Además, los interesados deberán enviar al correo electrónico jcsantiago4_remates@pjud.cl, copia digitalizada del vale vista y de la cédula de identidad de quien participará en la subasta, indicando su nombre completo, número de teléfono y correo electrónico en el que recibirán el link de acceso virtual, hasta las 14:00 horas del día hábil anterior a la fecha fijada para el remate. El enlace de conexión a la videoconferencia se remitirá solamente a quienes hayan cumplido con la entrega material del vale vista y el envío del correo. El acta de remate deberá ser suscrita por el adjudicatario inmediatamente después de realizado aquel, manualmente o mediante firma electrónica avanzada. Demás antecedentes en Causa Rol C-8250-2023, Scotiabank Chile con Becker Rencoret. Ejecutivo. Secretaria. xyxy=(1005,265,1230,1031)
category-title: Remates de propiedades xyxy=(1533,147,1668,159)
category-number: 1612 xyxy=(43,1508,94,1535)
ad-lead: REMATE AL MEJOR POSTOR A LAS xyxy=(294,1351,475,1363)
ad-lead: REMATE CUARTO JUZGADO CIVIL xyxy=(1005,1809,1182,1821)
ad-lead: REMATE: TERCER JUZGADO CIVIL xyxy=(531,1649,733,1662)
